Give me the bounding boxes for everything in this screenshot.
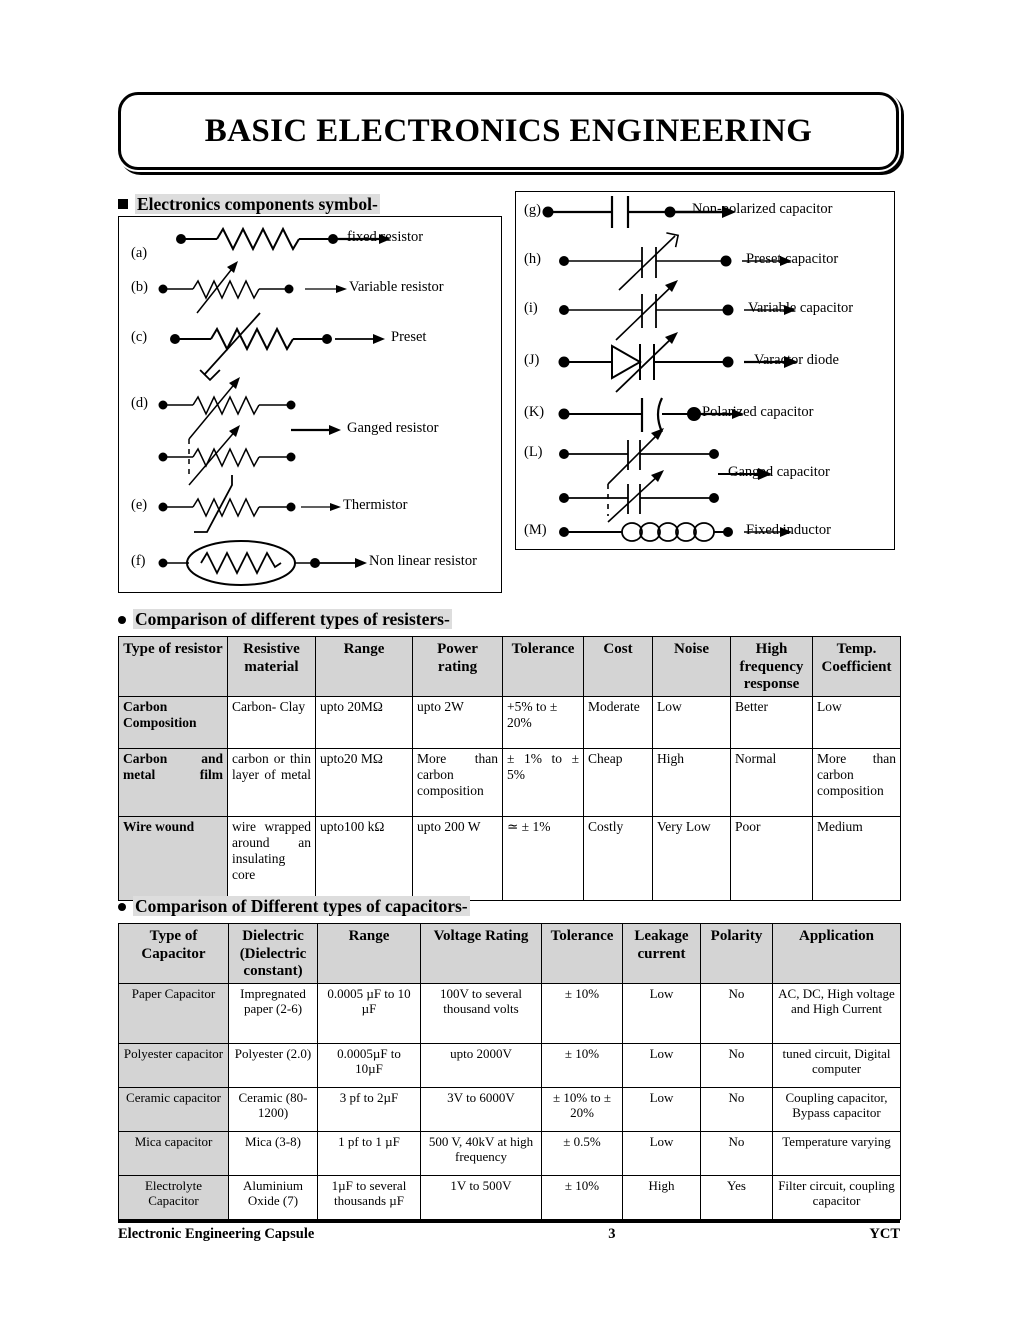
cell-hf: Better <box>731 697 813 749</box>
cell-range: upto 20MΩ <box>316 697 413 749</box>
cell-polarity: Yes <box>701 1176 773 1220</box>
round-bullet-icon <box>118 616 126 624</box>
cell-tolerance: +5% to ± 20% <box>503 697 584 749</box>
col-polarity: Polarity <box>701 924 773 984</box>
col-power-rating: Power rating <box>413 637 503 697</box>
cell-material: wire wrapped around an insulating core <box>228 817 316 901</box>
footer-page-number: 3 <box>608 1226 616 1242</box>
cell-power: upto 200 W <box>413 817 503 901</box>
resistor-symbols-panel <box>118 216 502 593</box>
cell-type: Carbon Composition <box>119 697 228 749</box>
cell-material: carbon or thin layer of metal <box>228 749 316 817</box>
cell-leakage: Low <box>623 984 701 1044</box>
col-type-of-resistor: Type of resistor <box>119 637 228 697</box>
symbol-key-d: (d) <box>131 395 148 411</box>
cell-leakage: High <box>623 1176 701 1220</box>
cell-cost: Costly <box>584 817 653 901</box>
title-box <box>118 92 899 170</box>
cell-leakage: Low <box>623 1132 701 1176</box>
table-row <box>119 697 901 749</box>
cell-cost: Moderate <box>584 697 653 749</box>
table-row <box>119 1044 901 1088</box>
col-noise: Noise <box>653 637 731 697</box>
col-type-of-capacitor: Type of Capacitor <box>119 924 229 984</box>
cell-hf: Poor <box>731 817 813 901</box>
capacitor-comparison-table <box>118 923 901 1220</box>
cell-noise: Low <box>653 697 731 749</box>
square-bullet-icon <box>118 199 128 209</box>
page-title-banner <box>118 92 893 164</box>
cell-tolerance: ± 10% <box>542 1044 623 1088</box>
cell-tolerance: ± 0.5% <box>542 1132 623 1176</box>
symbol-key-i: (i) <box>524 300 538 316</box>
symbol-key-h: (h) <box>524 251 541 267</box>
col-application: Application <box>773 924 901 984</box>
capacitor-section-heading <box>118 896 470 917</box>
symbol-label-fixed-inductor: Fixed inductor <box>746 522 831 538</box>
cell-material: Carbon- Clay <box>228 697 316 749</box>
table-row <box>119 817 901 901</box>
symbol-label-non-polarized-capacitor: Non-polarized capacitor <box>692 201 833 217</box>
cell-type: Mica capacitor <box>119 1132 229 1176</box>
cell-polarity: No <box>701 984 773 1044</box>
symbol-label-non-linear-resistor: Non linear resistor <box>369 553 477 569</box>
cell-application: tuned circuit, Digital computer <box>773 1044 901 1088</box>
capacitor-symbols-panel <box>515 191 895 550</box>
cell-application: Coupling capacitor, Bypass capacitor <box>773 1088 901 1132</box>
symbol-label-varactor-diode: Varactor diode <box>754 352 839 368</box>
cell-voltage: upto 2000V <box>421 1044 542 1088</box>
cell-dielectric: Polyester (2.0) <box>229 1044 318 1088</box>
col-temp-coefficient: Temp. Coefficient <box>813 637 901 697</box>
symbol-key-c: (c) <box>131 329 148 345</box>
symbol-label-variable-capacitor: Variable capacitor <box>748 300 854 316</box>
cell-temp: More than carbon composition <box>813 749 901 817</box>
resistor-symbols-diagram <box>119 217 499 590</box>
resistor-section-heading <box>118 609 452 630</box>
cell-dielectric: Aluminium Oxide (7) <box>229 1176 318 1220</box>
footer-book-title: Electronic Engineering Capsule <box>118 1226 315 1242</box>
cell-application: AC, DC, High voltage and High Current <box>773 984 901 1044</box>
symbol-key-l: (L) <box>524 444 543 460</box>
cell-range: upto100 kΩ <box>316 817 413 901</box>
cell-application: Filter circuit, coupling capacitor <box>773 1176 901 1220</box>
cell-range: 1µF to several thousands µF <box>318 1176 421 1220</box>
symbol-label-thermistor: Thermistor <box>343 497 408 513</box>
symbol-key-a: (a) <box>131 245 148 261</box>
cell-type: Electrolyte Capacitor <box>119 1176 229 1220</box>
footer-divider <box>118 1220 900 1223</box>
cell-voltage: 3V to 6000V <box>421 1088 542 1132</box>
cell-leakage: Low <box>623 1044 701 1088</box>
footer-publisher: YCT <box>869 1226 900 1242</box>
capacitor-heading-text: Comparison of Different types of capacitors- <box>135 896 468 916</box>
cell-polarity: No <box>701 1088 773 1132</box>
cell-dielectric: Mica (3-8) <box>229 1132 318 1176</box>
symbol-label-variable-resistor: Variable resistor <box>349 279 444 295</box>
resistor-heading-text: Comparison of different types of resisters- <box>135 609 450 629</box>
resistor-comparison-table <box>118 636 901 901</box>
cell-type: Carbon and metal film <box>119 749 228 817</box>
symbol-label-ganged-resistor: Ganged resistor <box>347 420 439 436</box>
table-row <box>119 1176 901 1220</box>
cell-application: Temperature varying <box>773 1132 901 1176</box>
col-voltage-rating: Voltage Rating <box>421 924 542 984</box>
table-row <box>119 984 901 1044</box>
capacitor-symbols-diagram <box>516 192 892 547</box>
cell-temp: Medium <box>813 817 901 901</box>
cell-tolerance: ≃ ± 1% <box>503 817 584 901</box>
symbol-key-k: (K) <box>524 404 545 420</box>
cell-cost: Cheap <box>584 749 653 817</box>
cell-power: upto 2W <box>413 697 503 749</box>
symbol-label-preset: Preset <box>391 329 427 345</box>
cell-type: Wire wound <box>119 817 228 901</box>
col-range: Range <box>318 924 421 984</box>
symbols-section-heading <box>118 194 380 215</box>
table-header-row <box>119 924 901 984</box>
cell-polarity: No <box>701 1132 773 1176</box>
col-leakage-current: Leakage current <box>623 924 701 984</box>
table-row <box>119 1132 901 1176</box>
page-footer <box>118 1226 900 1243</box>
cell-tolerance: ± 10% <box>542 984 623 1044</box>
cell-tolerance: ± 10% to ± 20% <box>542 1088 623 1132</box>
cell-leakage: Low <box>623 1088 701 1132</box>
cell-tolerance: ± 1% to ± 5% <box>503 749 584 817</box>
cell-range: 3 pf to 2µF <box>318 1088 421 1132</box>
cell-noise: High <box>653 749 731 817</box>
symbols-heading-text: Electronics components symbol- <box>137 194 378 214</box>
cell-voltage: 1V to 500V <box>421 1176 542 1220</box>
symbol-label-preset-capacitor: Preset capacitor <box>746 251 839 267</box>
cell-type: Paper Capacitor <box>119 984 229 1044</box>
symbol-key-b: (b) <box>131 279 148 295</box>
cell-type: Polyester capacitor <box>119 1044 229 1088</box>
cell-temp: Low <box>813 697 901 749</box>
col-tolerance: Tolerance <box>542 924 623 984</box>
cell-range: 1 pf to 1 µF <box>318 1132 421 1176</box>
col-cost: Cost <box>584 637 653 697</box>
page-title: BASIC ELECTRONICS ENGINEERING <box>204 112 813 149</box>
cell-dielectric: Impregnated paper (2-6) <box>229 984 318 1044</box>
cell-hf: Normal <box>731 749 813 817</box>
symbol-label-polarized-capacitor: Polarized capacitor <box>702 404 814 420</box>
cell-range: upto20 MΩ <box>316 749 413 817</box>
cell-polarity: No <box>701 1044 773 1088</box>
col-tolerance: Tolerance <box>503 637 584 697</box>
symbol-label-ganged-capacitor: Ganged capacitor <box>728 464 830 480</box>
table-row <box>119 1088 901 1132</box>
symbol-key-j: (J) <box>524 352 540 368</box>
cell-tolerance: ± 10% <box>542 1176 623 1220</box>
cell-range: 0.0005µF to 10µF <box>318 1044 421 1088</box>
cell-voltage: 100V to several thousand volts <box>421 984 542 1044</box>
cell-voltage: 500 V, 40kV at high frequency <box>421 1132 542 1176</box>
symbol-label-fixed-resistor: fixed resistor <box>347 229 424 245</box>
col-resistive-material: Resistive material <box>228 637 316 697</box>
symbol-key-e: (e) <box>131 497 148 513</box>
symbol-key-g: (g) <box>524 202 541 218</box>
symbol-key-f: (f) <box>131 553 146 569</box>
col-high-freq-response: High frequency response <box>731 637 813 697</box>
cell-noise: Very Low <box>653 817 731 901</box>
col-range: Range <box>316 637 413 697</box>
table-row <box>119 749 901 817</box>
cell-range: 0.0005 µF to 10 µF <box>318 984 421 1044</box>
col-dielectric: Dielectric (Dielectric constant) <box>229 924 318 984</box>
cell-power: More than carbon composition <box>413 749 503 817</box>
table-header-row <box>119 637 901 697</box>
symbol-key-m: (M) <box>524 522 547 538</box>
cell-dielectric: Ceramic (80-1200) <box>229 1088 318 1132</box>
cell-type: Ceramic capacitor <box>119 1088 229 1132</box>
round-bullet-icon <box>118 903 126 911</box>
